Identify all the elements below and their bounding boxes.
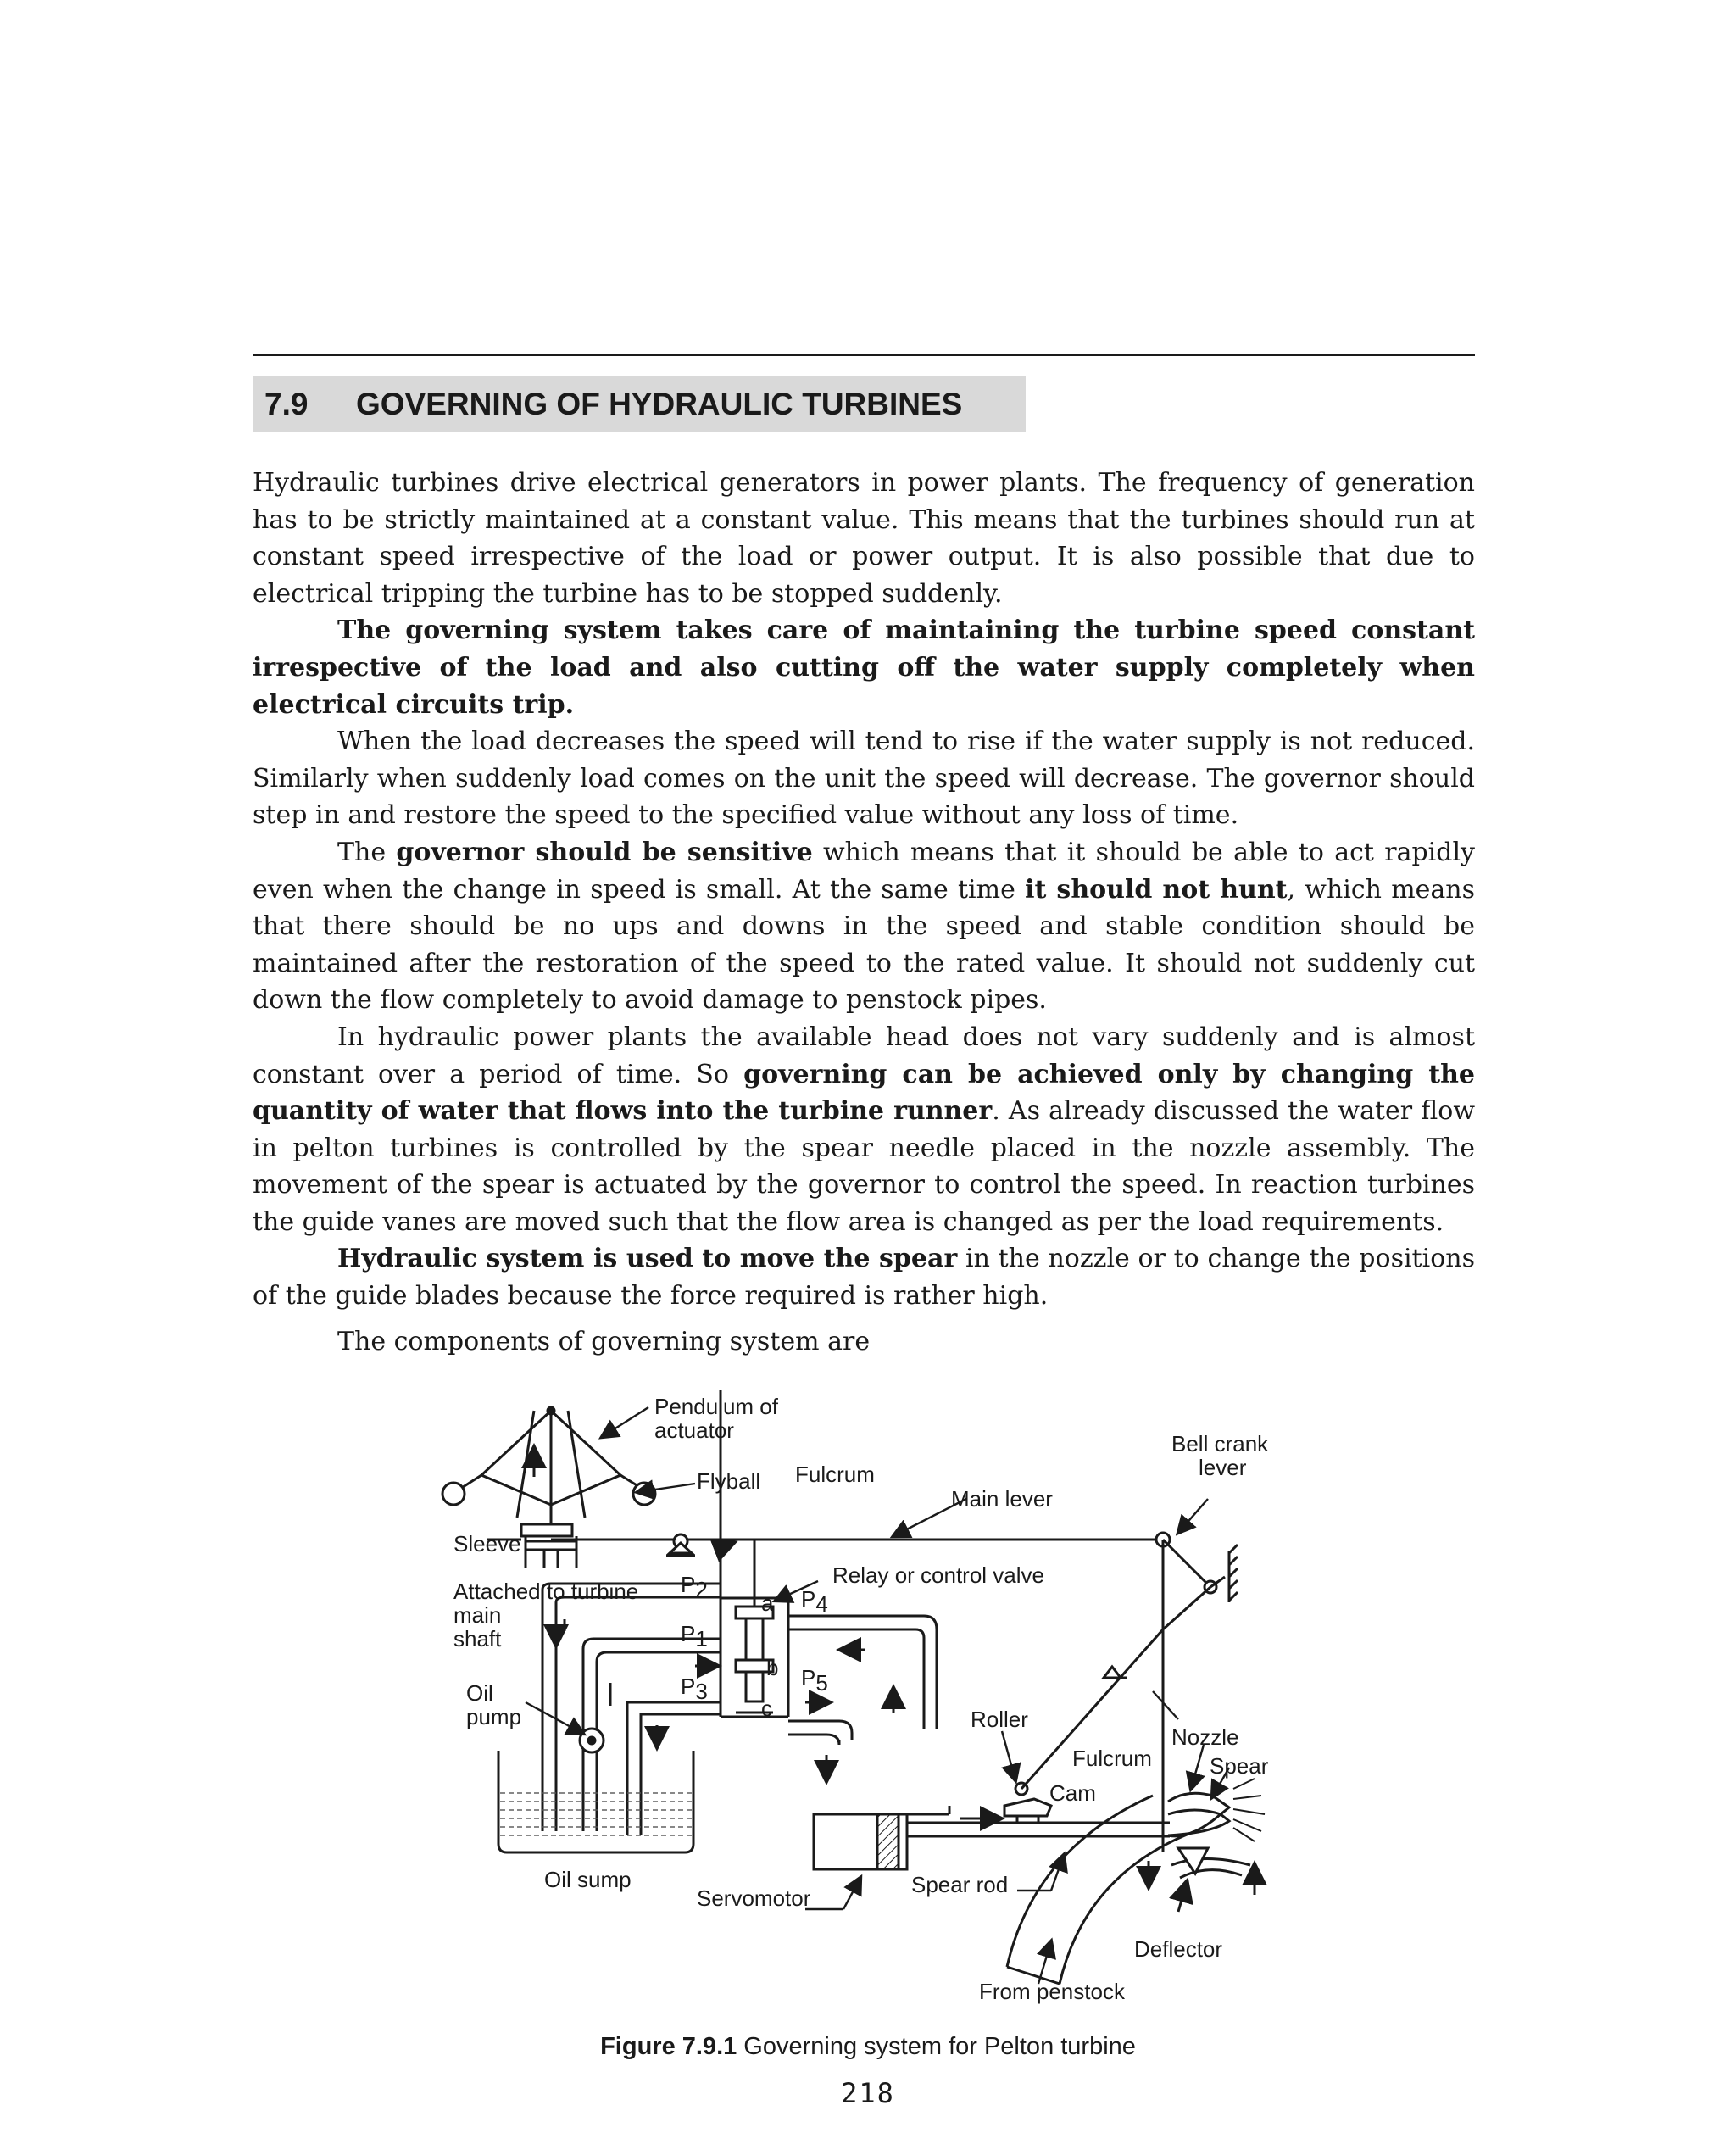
label-roller: Roller: [971, 1707, 1028, 1732]
section-heading: [253, 376, 1026, 432]
text-run: , which means that there should be no ups and downs in the speed and stable condition should be maintained after the restoration of the speed to the rated value. It should not suddenly cut down the flow completely to avoid damage to penstock pipes.: [253, 874, 1475, 1016]
text-run: The: [337, 837, 397, 867]
label-main-lever: Main lever: [951, 1486, 1053, 1512]
label-attached: Attached to turbine: [453, 1579, 639, 1604]
bold-text: The governing system takes care of maintaining the turbine speed constant irrespective of the load and also cutting off the water supply completely when electrical circuits trip.: [253, 615, 1475, 720]
label-flyball: Flyball: [697, 1468, 761, 1494]
bold-text: governor should be sensitive: [396, 837, 813, 867]
label-p5: P5: [801, 1665, 828, 1696]
label-cam: Cam: [1049, 1780, 1096, 1806]
body-text: [253, 465, 1475, 1360]
label-from-penstock: From penstock: [979, 1979, 1125, 2004]
bold-text: Hydraulic system is used to move the spear: [337, 1244, 958, 1274]
paragraph: [253, 1019, 1475, 1241]
label-deflector: Deflector: [1134, 1936, 1223, 1962]
label-servomotor: Servomotor: [697, 1885, 811, 1911]
section-number: 7.9: [264, 387, 309, 421]
label-oil-pump: pump: [466, 1704, 522, 1729]
text-run: In hydraulic power plants the available head does not vary suddenly and is almost constant over a period of time. So: [253, 1022, 1475, 1089]
label-spear: Spear: [1210, 1753, 1269, 1779]
paragraph: [253, 1240, 1475, 1314]
caption-text: Governing system for Pelton turbine: [737, 2033, 1136, 2060]
label-port-a: a: [761, 1590, 774, 1616]
label-fulcrum: Fulcrum: [1072, 1746, 1152, 1771]
paragraph: The components of governing system are: [337, 1326, 871, 1356]
bold-text: it should not hunt: [1025, 874, 1288, 905]
label-nozzle: Nozzle: [1171, 1724, 1239, 1750]
label-pendulum: actuator: [654, 1417, 734, 1443]
label-p3: P3: [681, 1674, 708, 1704]
label-bell-crank: Bell crank: [1171, 1431, 1269, 1456]
bold-text: governing can be achieved only by changing the quantity of water that flows into the turbine runner: [253, 1059, 1476, 1127]
label-oil-sump: Oil sump: [544, 1867, 632, 1892]
deflector: [1149, 1848, 1255, 1912]
label-oil-pump: Oil: [466, 1680, 493, 1706]
label-port-c: c: [761, 1696, 772, 1721]
governing-system-diagram: [441, 1390, 1288, 2018]
figure-labels: [453, 1394, 1269, 2004]
figure-caption: [0, 2033, 1736, 2061]
label-spear-rod: Spear rod: [911, 1872, 1009, 1897]
label-attached: main: [453, 1602, 502, 1628]
paragraph: Hydraulic turbines drive electrical generators in power plants. The frequency of generation has to be strictly maintained at a constant value. This means that the turbines should run at constant speed irrespective of the load or power output. It is also possible that due to electrical tripping the turbine has to be stopped suddenly.: [253, 468, 1475, 609]
text-run: in the nozzle or to change the positions of the guide blades because the force required is rather high.: [253, 1244, 1475, 1312]
paragraph: When the load decreases the speed will tend to rise if the water supply is not reduced. Similarly when suddenly load comes on the unit the speed will decrease. The governor should step in and restore the speed to the specified value without any loss of time.: [253, 727, 1475, 831]
caption-label: Figure 7.9.1: [600, 2033, 737, 2060]
top-rule: [253, 354, 1475, 356]
label-bell-crank: lever: [1199, 1455, 1247, 1480]
label-relay: Relay or control valve: [832, 1562, 1044, 1588]
label-p4: P4: [801, 1586, 828, 1617]
label-pendulum: Pendulum of: [654, 1394, 778, 1419]
label-port-b: b: [766, 1655, 779, 1680]
label-p1: P1: [681, 1621, 708, 1651]
label-sleeve: Sleeve: [453, 1531, 521, 1557]
label-fulcrum: Fulcrum: [795, 1462, 875, 1487]
paragraph-bold: [253, 612, 1475, 723]
text-run: . As already discussed the water flow in pelton turbines is controlled by the spear needle placed in the nozzle assembly. The movement of the spear is actuated by the governor to control the speed. In reaction turbines the guide vanes are moved such that the flow area is changed as per the load requirements.: [253, 1096, 1476, 1237]
paragraph: [253, 834, 1475, 1019]
label-p2: P2: [681, 1572, 708, 1602]
text-run: which means that it should be able to act rapidly even when the change in speed is small. At the same time: [253, 837, 1476, 905]
label-attached: shaft: [453, 1626, 502, 1651]
section-title: GOVERNING OF HYDRAULIC TURBINES: [356, 387, 963, 421]
page-number: 218: [841, 2077, 895, 2109]
